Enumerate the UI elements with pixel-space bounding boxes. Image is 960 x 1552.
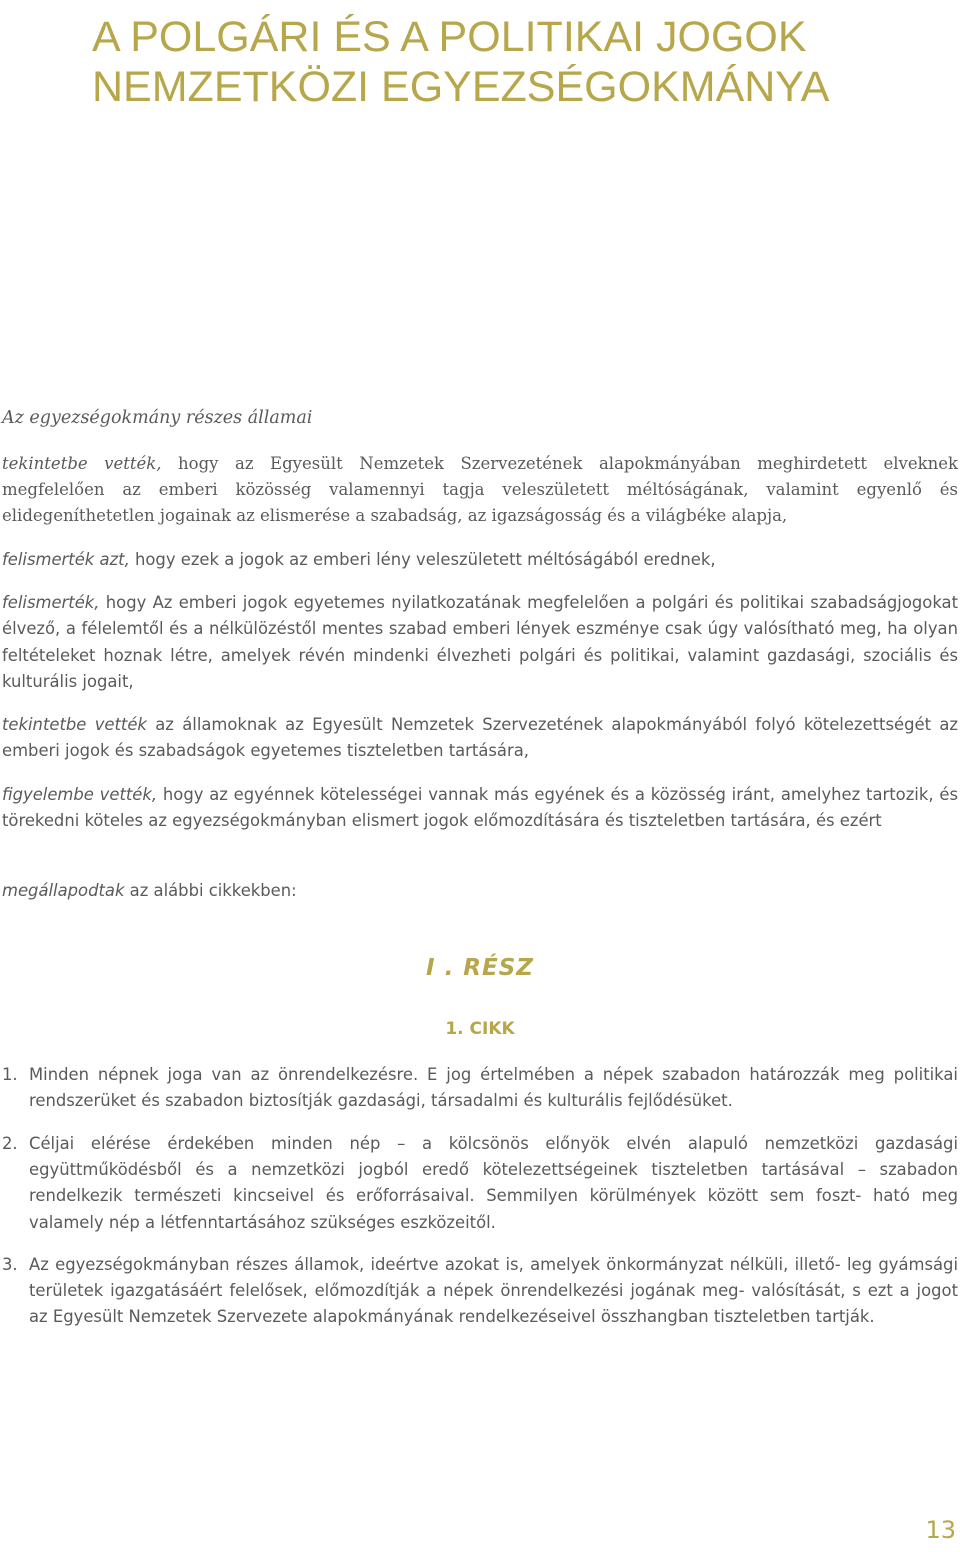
preamble-paragraph [2, 547, 958, 573]
preamble-heading: Az egyezségokmány részes államai [2, 408, 313, 428]
article-heading: 1. CIKK [445, 1019, 515, 1039]
part-heading: I . RÉSZ [426, 955, 534, 981]
document-title [92, 12, 952, 112]
paragraph-text: hogy az egyénnek kötelességei vannak más egyének és a közösség iránt, amelyhez tartozik, és törekedni köteles az egyezségokmányban elismert jogok előmozdítására és tiszteletben tartására, és ezért [2, 785, 958, 831]
paragraph-lead: felismerték azt, [2, 550, 130, 569]
article-item [2, 1131, 958, 1236]
preamble-paragraph [2, 451, 958, 530]
preamble-paragraph [2, 878, 958, 904]
paragraph-lead: tekintetbe vették [2, 715, 147, 734]
paragraph-lead: felismerték, [2, 593, 100, 612]
paragraph-text: hogy Az emberi jogok egyetemes nyilatkozatának megfelelően a polgári és politikai szabadságjogokat élvező, a félelemtől és a nélkülözéstől mentes szabad emberi lények eszménye csak úgy valósítható meg, ha olyan feltételeket hoznak létre, amelyek révén mindenki élvezheti polgári és politikai, valamint gazdasági, szociális és kulturális jogait, [2, 593, 958, 692]
title-line-2: NEMZETKÖZI EGYEZSÉGOKMÁNYA [92, 63, 830, 111]
paragraph-text: hogy az Egyesült Nemzetek Szervezetének alapokmányában meghirdetett elveknek megfelelően az emberi közösség valamennyi tagja veleszületett méltóságának, valamint egyenlő és elidegeníthetetlen jogainak az elismerése a szabadság, az igazságosság és a világbéke alapja, [2, 454, 958, 526]
article-item [2, 1252, 958, 1331]
title-line-1: A POLGÁRI ÉS A POLITIKAI JOGOK [92, 13, 807, 61]
preamble-paragraph [2, 782, 958, 835]
page-number: 13 [925, 1516, 956, 1544]
paragraph-text: hogy ezek a jogok az emberi lény veleszületett méltóságából erednek, [129, 550, 716, 569]
item-text: Az egyezségokmányban részes államok, ideértve azokat is, amelyek önkormányzat nélküli, illető- leg gyámsági területek igazgatásáért felelősek, előmozdítják a népek önrendelkezési jogának meg- valósítását, s ezt a jogot az Egyesült Nemzetek Szervezete alapokmányának rendelkezéseivel összhangban tiszteletben tartják. [29, 1255, 958, 1327]
preamble-paragraph [2, 712, 958, 765]
paragraph-text: az államoknak az Egyesült Nemzetek Szervezetének alapokmányából folyó kötelezettségét az emberi jogok és szabadságok egyetemes tiszteletben tartására, [2, 715, 958, 761]
item-text: Minden népnek joga van az önrendelkezésre. E jog értelmében a népek szabadon határozzák meg politikai rendszerüket és szabadon biztosítják gazdasági, társadalmi és kulturális fejlődésüket. [29, 1065, 958, 1111]
paragraph-lead: megállapodtak [2, 881, 125, 900]
paragraph-lead: tekintetbe vették, [2, 454, 162, 473]
article-item [2, 1062, 958, 1114]
item-number: 1. [2, 1065, 18, 1084]
paragraph-lead: figyelembe vették, [2, 785, 158, 804]
preamble-paragraph [2, 590, 958, 696]
item-number: 2. [2, 1134, 18, 1153]
item-number: 3. [2, 1255, 18, 1274]
paragraph-text: az alábbi cikkekben: [124, 881, 297, 900]
item-text: Céljai elérése érdekében minden nép – a kölcsönös előnyök elvén alapuló nemzetközi gazdasági együttműködésből és a nemzetközi jogból eredő kötelezettségeinek tiszteletben tartásával – szabadon rendelkezik természeti kincseivel és erőforrásaival. Semmilyen körülmények között sem foszt- ható meg valamely nép a létfenntartásához szükséges eszközeitől. [29, 1134, 958, 1232]
